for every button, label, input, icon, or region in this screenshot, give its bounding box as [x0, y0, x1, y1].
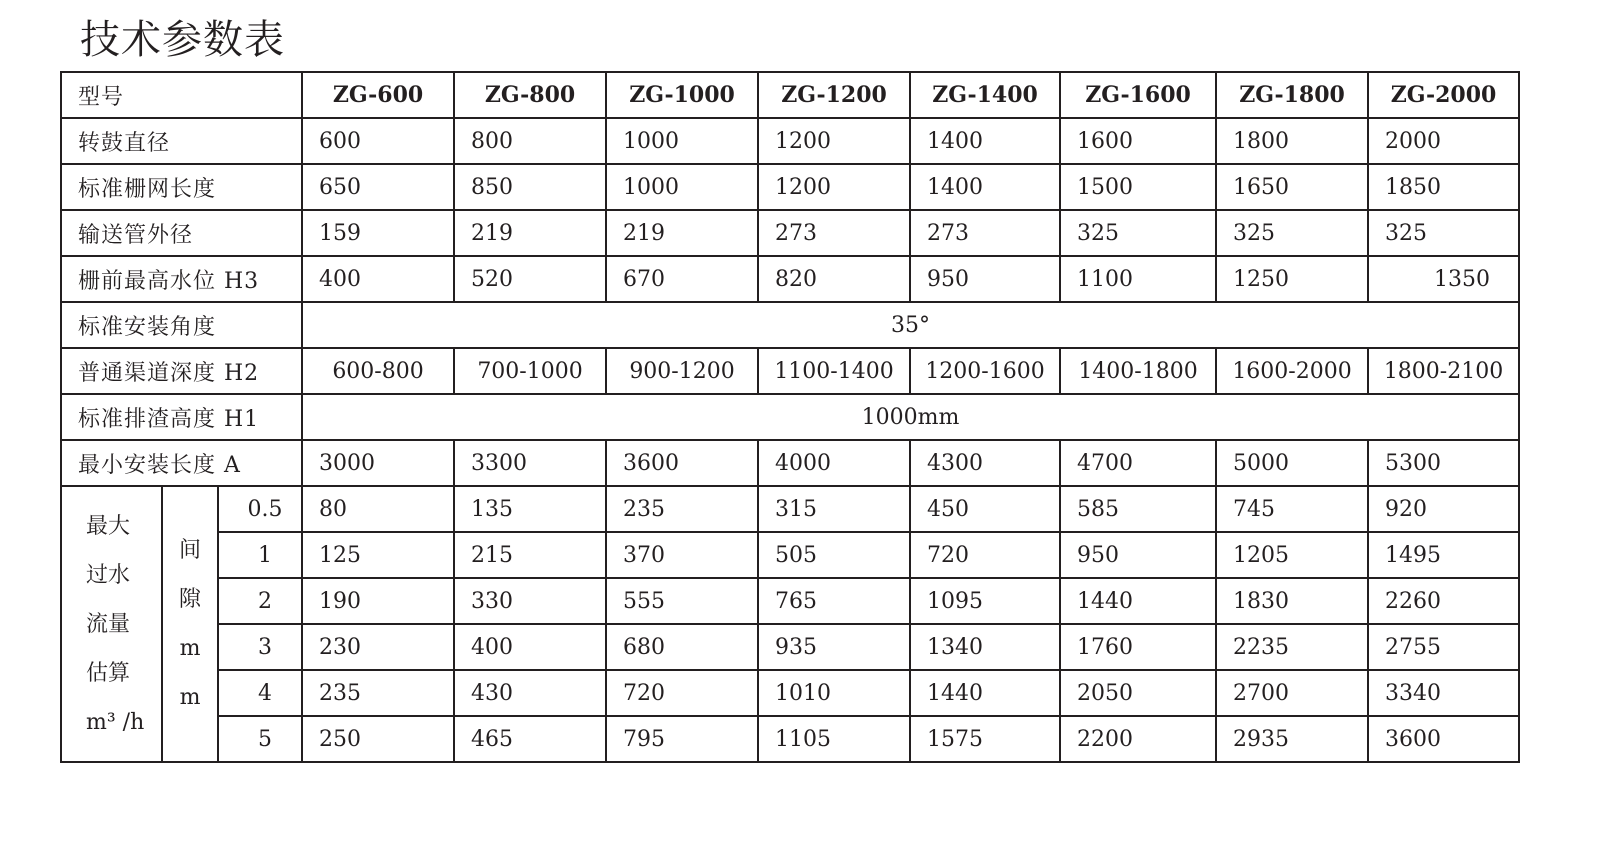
table-cell: 3600 [606, 440, 758, 486]
flow-label-line: 流量 [86, 611, 131, 637]
table-cell: 2235 [1216, 624, 1368, 670]
table-cell: 1000 [606, 164, 758, 210]
table-cell: 135 [454, 486, 606, 532]
table-cell: 900-1200 [606, 348, 758, 394]
table-cell: 1440 [1060, 578, 1216, 624]
table-cell: 520 [454, 256, 606, 302]
model-header: ZG-1600 [1060, 72, 1216, 118]
flow-row [61, 670, 1519, 716]
table-cell: 3600 [1368, 716, 1519, 762]
table-cell: 4000 [758, 440, 910, 486]
table-cell: 1105 [758, 716, 910, 762]
table-cell: 2200 [1060, 716, 1216, 762]
table-cell: 600 [302, 118, 454, 164]
table-row [61, 302, 1519, 348]
table-cell: 250 [302, 716, 454, 762]
table-cell: 1800 [1216, 118, 1368, 164]
table-cell: 850 [454, 164, 606, 210]
model-header: ZG-1200 [758, 72, 910, 118]
flow-label-line: 最大 [86, 513, 131, 539]
table-cell: 230 [302, 624, 454, 670]
table-cell: 720 [910, 532, 1060, 578]
table-cell: 670 [606, 256, 758, 302]
table-cell: 400 [302, 256, 454, 302]
gap-label-line: m [179, 636, 201, 661]
flow-label-line: 过水 [86, 562, 131, 588]
table-cell: 430 [454, 670, 606, 716]
table-cell: 600-800 [302, 348, 454, 394]
table-cell: 2000 [1368, 118, 1519, 164]
table-cell: 3340 [1368, 670, 1519, 716]
table-row [61, 256, 1519, 302]
model-header: ZG-600 [302, 72, 454, 118]
table-cell: 1200-1600 [910, 348, 1060, 394]
table-cell: 4700 [1060, 440, 1216, 486]
table-cell: 650 [302, 164, 454, 210]
table-cell: 235 [302, 670, 454, 716]
table-cell: 1495 [1368, 532, 1519, 578]
table-cell: 1350 [1368, 256, 1519, 302]
table-cell: 950 [1060, 532, 1216, 578]
table-cell: 5000 [1216, 440, 1368, 486]
table-cell: 2260 [1368, 578, 1519, 624]
gap-value: 5 [218, 716, 302, 762]
table-cell: 3300 [454, 440, 606, 486]
table-row [61, 164, 1519, 210]
table-cell: 745 [1216, 486, 1368, 532]
table-cell: 315 [758, 486, 910, 532]
table-row [61, 348, 1519, 394]
table-cell: 1600-2000 [1216, 348, 1368, 394]
table-cell: 273 [758, 210, 910, 256]
table-cell: 505 [758, 532, 910, 578]
table-cell: 820 [758, 256, 910, 302]
model-header: ZG-2000 [1368, 72, 1519, 118]
table-cell: 555 [606, 578, 758, 624]
table-cell: 125 [302, 532, 454, 578]
table-cell: 1650 [1216, 164, 1368, 210]
model-label: 型号 [61, 72, 302, 118]
gap-label-line: 隙 [178, 587, 201, 612]
table-cell: 4300 [910, 440, 1060, 486]
flow-row [61, 532, 1519, 578]
table-cell: 370 [606, 532, 758, 578]
gap-value: 0.5 [218, 486, 302, 532]
model-header: ZG-1000 [606, 72, 758, 118]
flow-row [61, 716, 1519, 762]
table-cell: 325 [1216, 210, 1368, 256]
table-cell: 2050 [1060, 670, 1216, 716]
table-cell: 1400 [910, 164, 1060, 210]
gap-unit-label [162, 486, 218, 762]
table-cell: 1830 [1216, 578, 1368, 624]
model-header: ZG-800 [454, 72, 606, 118]
gap-value: 2 [218, 578, 302, 624]
table-cell: 80 [302, 486, 454, 532]
table-cell: 1850 [1368, 164, 1519, 210]
table-cell: 2755 [1368, 624, 1519, 670]
spec-table [60, 71, 1520, 763]
table-cell: 1440 [910, 670, 1060, 716]
flow-row [61, 578, 1519, 624]
table-cell: 1600 [1060, 118, 1216, 164]
table-cell: 400 [454, 624, 606, 670]
table-row [61, 210, 1519, 256]
table-cell: 450 [910, 486, 1060, 532]
table-cell: 325 [1060, 210, 1216, 256]
table-cell: 465 [454, 716, 606, 762]
table-cell: 1100-1400 [758, 348, 910, 394]
flow-label-line: m³ /h [86, 709, 145, 735]
table-cell: 215 [454, 532, 606, 578]
table-cell: 1200 [758, 164, 910, 210]
page-title: 技术参数表 [80, 17, 285, 63]
model-header: ZG-1400 [910, 72, 1060, 118]
table-cell: 159 [302, 210, 454, 256]
flow-row [61, 486, 1519, 532]
row-label: 标准排渣高度 H1 [61, 394, 302, 440]
model-header: ZG-1800 [1216, 72, 1368, 118]
table-cell: 1340 [910, 624, 1060, 670]
table-cell: 1800-2100 [1368, 348, 1519, 394]
table-row [61, 118, 1519, 164]
table-cell: 1250 [1216, 256, 1368, 302]
table-cell: 273 [910, 210, 1060, 256]
table-cell: 1100 [1060, 256, 1216, 302]
table-cell: 5300 [1368, 440, 1519, 486]
merged-cell: 35° [302, 302, 1519, 348]
table-cell: 795 [606, 716, 758, 762]
table-cell: 325 [1368, 210, 1519, 256]
flow-label-line: 估算 [86, 660, 131, 686]
table-cell: 1205 [1216, 532, 1368, 578]
table-cell: 800 [454, 118, 606, 164]
table-cell: 1200 [758, 118, 910, 164]
table-cell: 1500 [1060, 164, 1216, 210]
table-cell: 700-1000 [454, 348, 606, 394]
table-cell: 3000 [302, 440, 454, 486]
merged-cell: 1000mm [302, 394, 1519, 440]
gap-value: 1 [218, 532, 302, 578]
gap-value: 3 [218, 624, 302, 670]
table-cell: 585 [1060, 486, 1216, 532]
table-cell: 1400 [910, 118, 1060, 164]
flow-row [61, 624, 1519, 670]
row-label: 转鼓直径 [61, 118, 302, 164]
table-cell: 219 [454, 210, 606, 256]
table-cell: 2700 [1216, 670, 1368, 716]
row-label: 栅前最高水位 H3 [61, 256, 302, 302]
row-label: 标准栅网长度 [61, 164, 302, 210]
table-row [61, 394, 1519, 440]
table-cell: 190 [302, 578, 454, 624]
table-cell: 1000 [606, 118, 758, 164]
gap-label-line: 间 [178, 538, 201, 563]
table-cell: 720 [606, 670, 758, 716]
table-cell: 935 [758, 624, 910, 670]
row-label: 标准安装角度 [61, 302, 302, 348]
table-cell: 950 [910, 256, 1060, 302]
row-label: 普通渠道深度 H2 [61, 348, 302, 394]
table-cell: 1575 [910, 716, 1060, 762]
table-cell: 2935 [1216, 716, 1368, 762]
flow-estimate-label [61, 486, 162, 762]
table-cell: 680 [606, 624, 758, 670]
table-cell: 1400-1800 [1060, 348, 1216, 394]
table-cell: 235 [606, 486, 758, 532]
table-cell: 1010 [758, 670, 910, 716]
table-cell: 1760 [1060, 624, 1216, 670]
table-cell: 920 [1368, 486, 1519, 532]
table-header-row [61, 72, 1519, 118]
gap-label-line: m [179, 685, 201, 710]
table-row [61, 440, 1519, 486]
table-cell: 1095 [910, 578, 1060, 624]
row-label: 输送管外径 [61, 210, 302, 256]
table-cell: 219 [606, 210, 758, 256]
table-cell: 765 [758, 578, 910, 624]
row-label: 最小安装长度 A [61, 440, 302, 486]
gap-value: 4 [218, 670, 302, 716]
table-cell: 330 [454, 578, 606, 624]
